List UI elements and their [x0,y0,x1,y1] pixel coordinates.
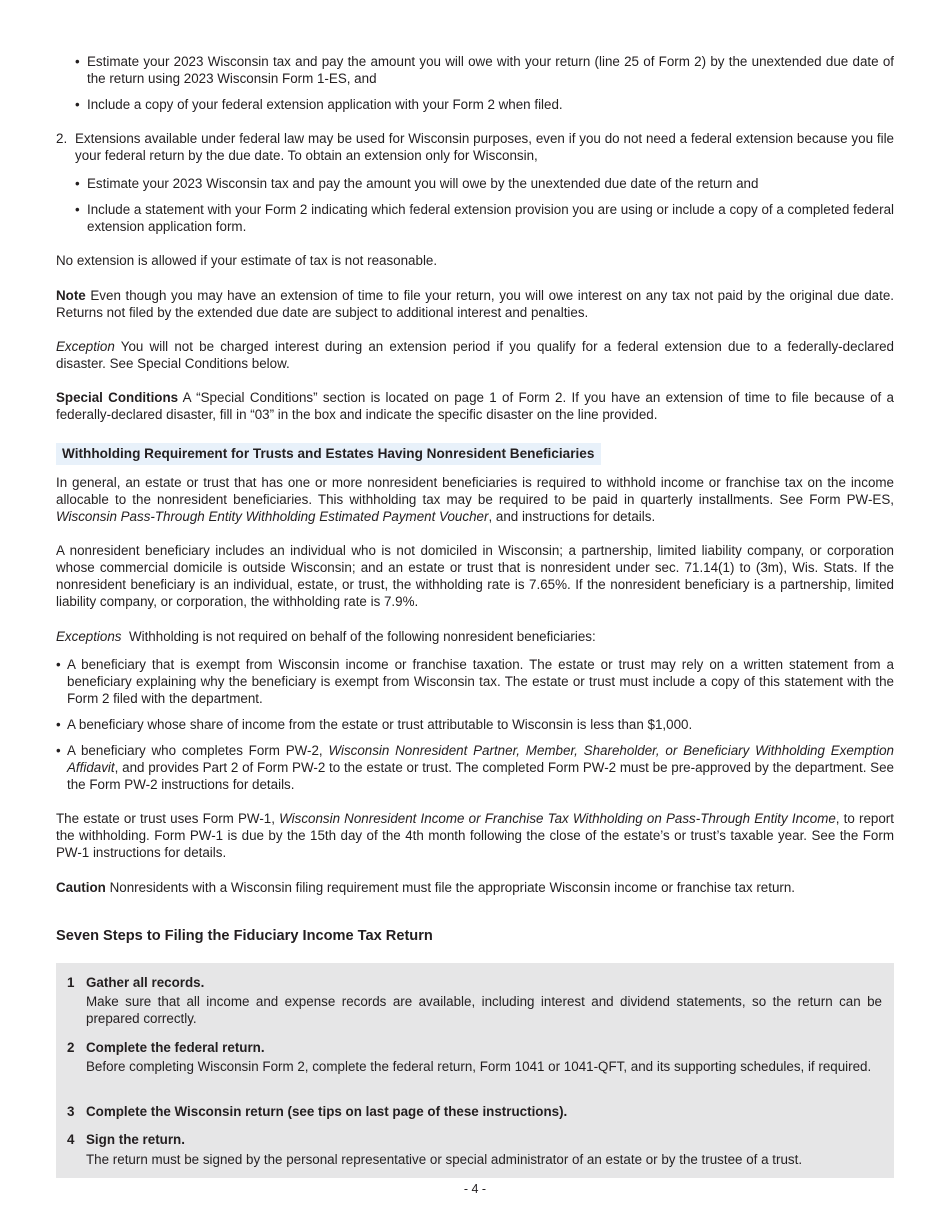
step-title: Complete the Wisconsin return (see tips on last page of these instructions). [86,1104,568,1119]
step-title: Complete the federal return. [86,1040,265,1055]
exceptions-text: Withholding is not required on behalf of the following nonresident beneficiaries: [128,629,596,644]
b3-text-b: , and provides Part 2 of Form PW-2 to the estate or trust. The completed Form PW-2 must be pre-approved by the department. See the Form PW-2 instructions for details. [67,760,894,792]
step-number: 2 [67,1040,75,1055]
general-text-b: , and instructions for details. [488,509,656,524]
bullet-marker: • [75,97,80,112]
special-conditions-paragraph [56,389,894,423]
bullet-text: A beneficiary whose share of income from the estate or trust attributable to Wisconsin is less than $1,000. [67,717,693,732]
bullet-marker: • [75,202,80,217]
nonresident-paragraph: A nonresident beneficiary includes an individual who is not domiciled in Wisconsin; a partnership, limited liability company, or corporation whose commercial domicile is outside Wisconsin; and an estate or trust that is nonresident under sec. 71.14(1) to (3m), Wis. Stats. If the nonresident beneficiary is an individual, estate, or trust, the withholding rate is 7.65%. If the nonresident beneficiary is a partnership, limited liability company, or corporation, the withholding rate is 7.9%. [56,543,894,609]
pw1-italic: Wisconsin Nonresident Income or Franchise Tax Withholding on Pass-Through Entity Income [279,811,836,826]
bullet-text: A beneficiary that is exempt from Wisconsin income or franchise taxation. The estate or trust may rely on a written statement from a beneficiary explaining why the beneficiary is exempt from Wisconsin tax. The estate or trust must include a copy of this statement with the Form 2 filed with the department. [67,657,894,706]
list-item [56,742,894,793]
step-number: 1 [67,975,75,990]
general-paragraph [56,474,894,525]
note-text: Even though you may have an extension of time to file your return, you will owe interest on any tax not paid by the original due date. Returns not filed by the extended due date are subject to additional interest and penalties. [56,288,894,320]
bullet-text [67,742,894,793]
no-extension-text: No extension is allowed if your estimate of tax is not reasonable. [56,253,438,268]
bullet-text: Estimate your 2023 Wisconsin tax and pay the amount you will owe with your return (line 25 of Form 2) by the unextended due date of the return using 2023 Wisconsin Form 1-ES, and [87,54,894,86]
special-label: Special Conditions [56,390,179,405]
general-italic: Wisconsin Pass-Through Entity Withholding Estimated Payment Voucher [56,509,489,524]
bullet-marker: • [56,717,61,732]
bullet-marker: • [56,657,61,672]
exceptions-label: Exceptions [56,629,122,644]
step-number: 3 [67,1104,75,1119]
bullet-marker: • [75,54,80,69]
caution-paragraph [56,879,894,896]
page-number: - 4 - [463,1182,487,1196]
list-item [56,716,894,733]
pw1-paragraph [56,810,894,861]
step-description: Make sure that all income and expense records are available, including interest and dividend statements, so the return can be prepared correctly. [86,994,882,1026]
step-description: Before completing Wisconsin Form 2, complete the federal return, Form 1041 or 1041-QFT, and its supporting schedules, if required. [86,1059,872,1074]
item-text: Extensions available under federal law may be used for Wisconsin purposes, even if you do not need a federal extension because you file your federal return by the due date. To obtain an extension only for Wisconsin, [75,131,894,163]
section-heading: Withholding Requirement for Trusts and Estates Having Nonresident Beneficiaries [56,443,601,465]
note-paragraph [56,287,894,321]
bullet-marker: • [56,743,61,758]
bullet-marker: • [75,176,80,191]
step-title: Sign the return. [86,1132,185,1147]
pw1-text-a: The estate or trust uses Form PW-1, [56,811,275,826]
bullet-text: Include a copy of your federal extension application with your Form 2 when filed. [87,97,563,112]
step-number: 4 [67,1132,75,1147]
step-description: The return must be signed by the personal representative or special administrator of an estate or by the trustee of a trust. [86,1152,803,1167]
special-text: A “Special Conditions” section is located on page 1 of Form 2. If you have an extension of time to file because of a federally-declared disaster, fill in “03” in the box and indicate the specific disaster on the line provided. [56,390,894,422]
exception-text: You will not be charged interest during an extension period if you qualify for a federal extension due to a federally-declared disaster. See Special Conditions below. [56,339,894,371]
list-item [56,96,894,113]
caution-label: Caution [56,880,106,895]
exception-label: Exception [56,339,115,354]
bullet-text: Include a statement with your Form 2 indicating which federal extension provision you are using or include a copy of a completed federal extension application form. [87,202,894,234]
list-item [56,175,894,192]
note-label: Note [56,288,86,303]
numbered-item-2 [56,130,894,164]
list-item [56,201,894,235]
b3-text-a: A beneficiary who completes Form PW-2, [67,743,323,758]
caution-text: Nonresidents with a Wisconsin filing requirement must file the appropriate Wisconsin income or franchise tax return. [109,880,796,895]
pw1-text-b: , to report the withholding. Form PW-1 is due by the 15th day of the 4th month following the close of the estate’s or trust’s taxable year. See the Form PW-1 instructions for details. [56,811,894,860]
steps-box [56,963,894,1178]
general-text-a: In general, an estate or trust that has one or more nonresident beneficiaries is required to withhold income or franchise tax on the income allocable to the nonresident beneficiaries. This withholding tax may be required to be paid in quarterly installments. See Form PW-ES, [56,475,894,507]
steps-heading: Seven Steps to Filing the Fiduciary Income Tax Return [56,928,433,944]
exceptions-paragraph [56,628,894,645]
b3-italic: Wisconsin Nonresident Partner, Member, Shareholder, or Beneficiary Withholding Exemption Affidavit [67,743,894,775]
bullet-text: Estimate your 2023 Wisconsin tax and pay the amount you will owe by the unextended due date of the return and [87,176,759,191]
item-number: 2. [56,131,68,146]
list-item [56,53,894,87]
exception-paragraph [56,338,894,372]
list-item [56,656,894,707]
step-title: Gather all records. [86,975,205,990]
